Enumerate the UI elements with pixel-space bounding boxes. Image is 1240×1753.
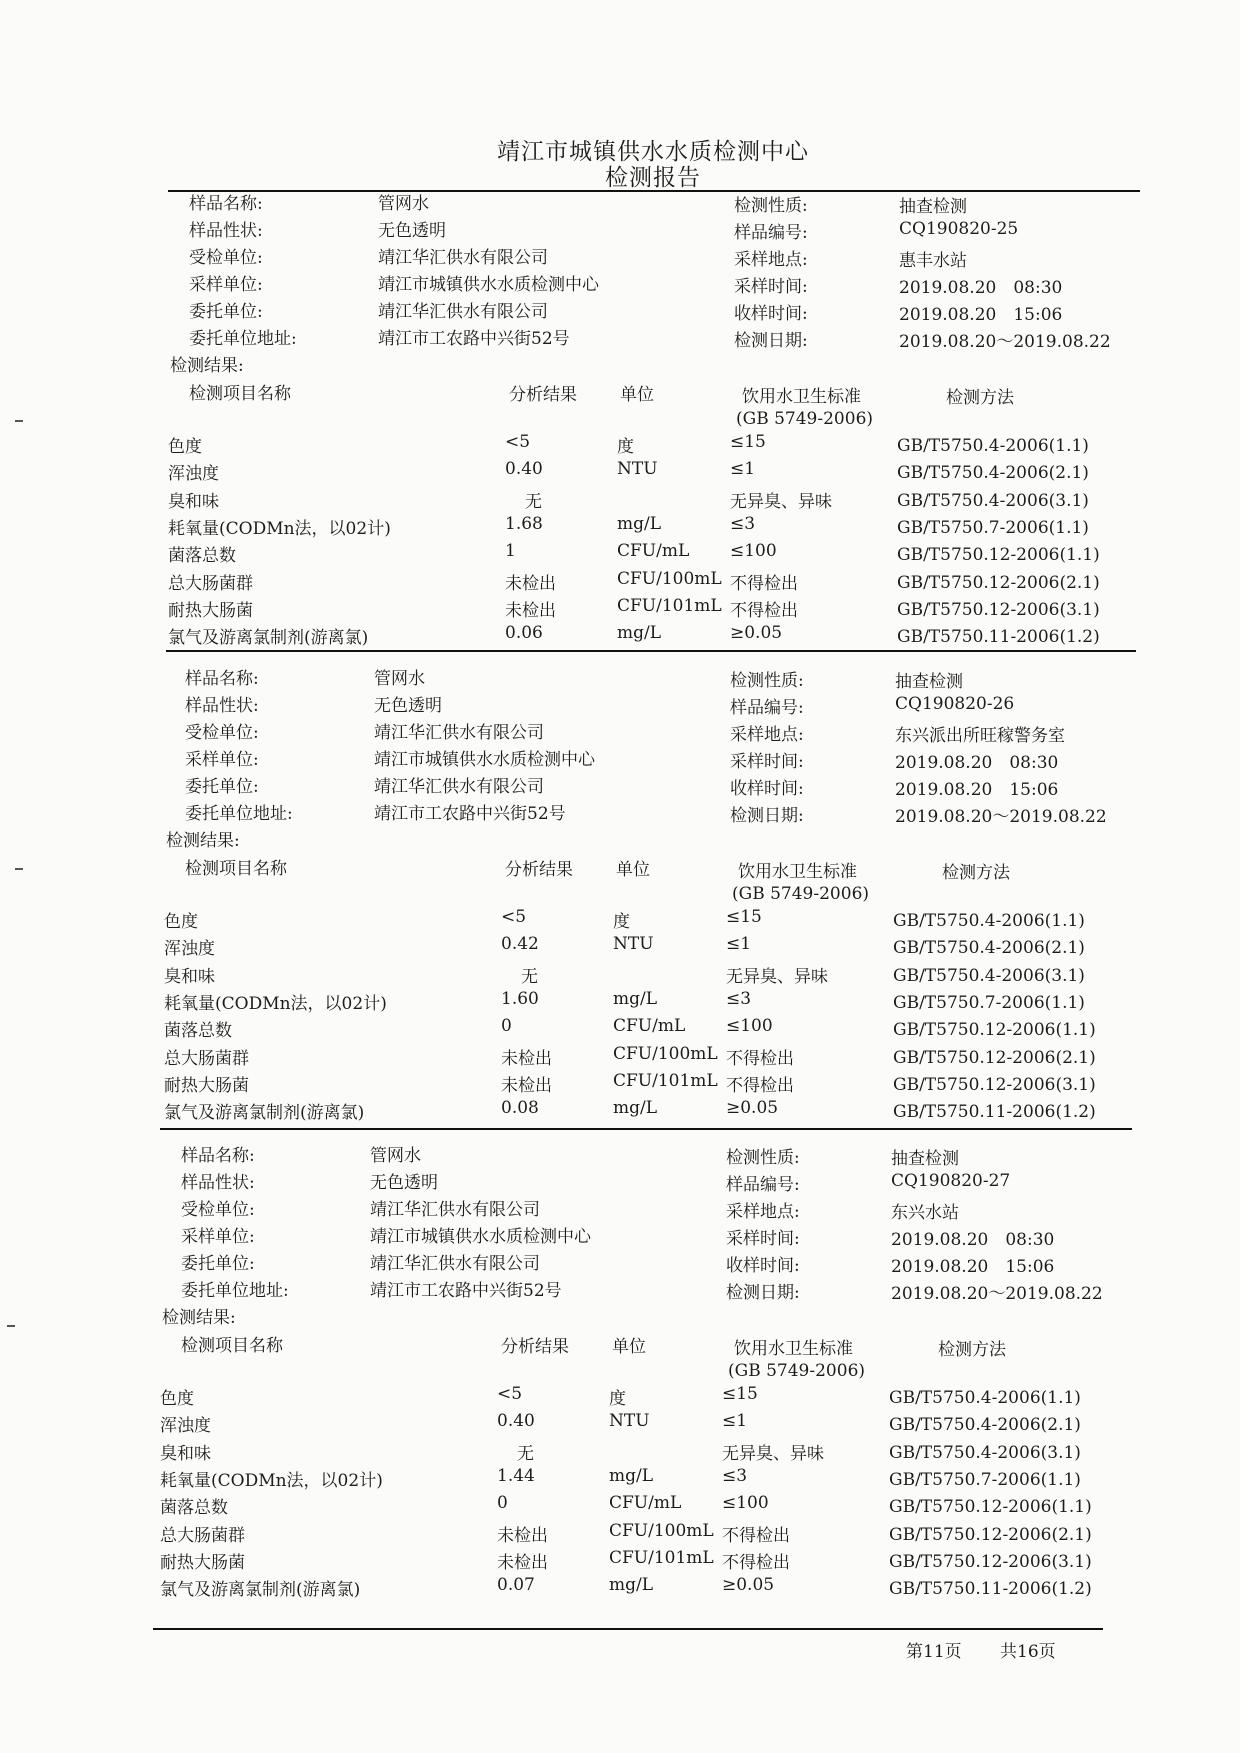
- test-date-label: 检测日期:: [734, 331, 808, 351]
- row-method: GB/T5750.4-2006(2.1): [897, 463, 1089, 484]
- column-standard-header: 饮用水卫生标准: [734, 1339, 853, 1359]
- row-result: 1.44: [497, 1465, 535, 1486]
- row-standard: ≤100: [722, 1493, 769, 1514]
- sampling-time-value: 2019.08.20 08:30: [895, 753, 1059, 773]
- row-standard: 不得检出: [722, 1525, 790, 1546]
- sampling-unit-value: 靖江市城镇供水水质检测中心: [370, 1227, 591, 1247]
- inspected-unit-label: 受检单位:: [185, 723, 259, 743]
- test-nature-value: 抽查检测: [891, 1149, 959, 1169]
- row-unit: CFU/100mL: [613, 1043, 718, 1064]
- test-nature-value: 抽查检测: [899, 197, 967, 217]
- row-item: 氯气及游离氯制剂(游离氯): [160, 1580, 361, 1601]
- sampling-site-value: 东兴派出所旺稼警务室: [895, 726, 1065, 746]
- row-standard: 不得检出: [726, 1075, 794, 1096]
- row-method: GB/T5750.4-2006(1.1): [897, 436, 1089, 456]
- row-method: GB/T5750.11-2006(1.2): [893, 1102, 1096, 1123]
- row-item: 总大肠菌群: [160, 1525, 245, 1546]
- row-result: 无: [525, 491, 542, 512]
- row-unit: mg/L: [613, 988, 658, 1009]
- test-nature-value: 抽查检测: [895, 672, 963, 692]
- inspected-unit-value: 靖江华汇供水有限公司: [378, 248, 548, 268]
- results-label: 检测结果:: [170, 356, 244, 376]
- row-method: GB/T5750.7-2006(1.1): [893, 992, 1085, 1013]
- row-unit: NTU: [609, 1411, 650, 1432]
- sampling-site-label: 采样地点:: [730, 725, 804, 745]
- row-unit: CFU/101mL: [613, 1070, 718, 1091]
- row-unit: CFU/100mL: [609, 1520, 714, 1541]
- sample-property-value: 无色透明: [374, 696, 442, 716]
- column-result-header: 分析结果: [505, 860, 573, 880]
- row-method: GB/T5750.4-2006(2.1): [893, 938, 1085, 959]
- client-address-label: 委托单位地址:: [185, 804, 293, 824]
- receive-time-value: 2019.08.20 15:06: [899, 305, 1063, 325]
- row-method: GB/T5750.12-2006(3.1): [893, 1074, 1096, 1095]
- client-address-value: 靖江市工农路中兴街52号: [374, 804, 566, 824]
- column-standard-code: (GB 5749-2006): [736, 409, 874, 429]
- sampling-site-value: 惠丰水站: [899, 251, 967, 271]
- column-standard-code: (GB 5749-2006): [728, 1361, 866, 1381]
- row-method: GB/T5750.11-2006(1.2): [897, 627, 1100, 648]
- sampling-time-label: 采样时间:: [726, 1229, 800, 1249]
- test-nature-label: 检测性质:: [730, 671, 804, 691]
- receive-time-value: 2019.08.20 15:06: [895, 780, 1059, 800]
- row-unit: 度: [609, 1389, 626, 1409]
- section-rule: [160, 1128, 1132, 1130]
- row-result: 未检出: [497, 1552, 548, 1573]
- section-rule: [168, 190, 1140, 192]
- sample-no-value: CQ190820-25: [899, 219, 1019, 239]
- row-unit: CFU/mL: [609, 1493, 682, 1514]
- row-standard: 无异臭、异味: [730, 491, 832, 512]
- row-method: GB/T5750.12-2006(2.1): [893, 1047, 1096, 1068]
- sampling-time-value: 2019.08.20 08:30: [891, 1230, 1055, 1250]
- inspected-unit-label: 受检单位:: [189, 248, 263, 268]
- client-address-label: 委托单位地址:: [181, 1281, 289, 1301]
- sampling-site-value: 东兴水站: [891, 1203, 959, 1223]
- sample-property-value: 无色透明: [370, 1173, 438, 1193]
- sampling-time-label: 采样时间:: [730, 752, 804, 772]
- row-standard: ≤1: [730, 459, 756, 480]
- row-standard: ≤100: [730, 541, 777, 562]
- row-standard: ≤15: [722, 1384, 758, 1404]
- sample-no-label: 样品编号:: [734, 223, 808, 243]
- test-date-value: 2019.08.20～2019.08.22: [891, 1284, 1103, 1304]
- client-unit-value: 靖江华汇供水有限公司: [378, 302, 548, 322]
- row-standard: ≥0.05: [726, 1098, 779, 1119]
- row-standard: ≤1: [722, 1411, 748, 1432]
- row-item: 菌落总数: [164, 1021, 232, 1042]
- row-standard: ≥0.05: [730, 623, 783, 644]
- row-item: 臭和味: [160, 1443, 211, 1464]
- client-unit-label: 委托单位:: [185, 777, 259, 797]
- row-unit: mg/L: [609, 1465, 654, 1486]
- row-unit: mg/L: [609, 1575, 654, 1596]
- row-method: GB/T5750.7-2006(1.1): [889, 1469, 1081, 1490]
- row-result: 未检出: [501, 1075, 552, 1096]
- row-unit: 度: [617, 437, 634, 457]
- row-method: GB/T5750.12-2006(1.1): [889, 1497, 1092, 1518]
- row-method: GB/T5750.12-2006(2.1): [889, 1524, 1092, 1545]
- row-item: 耗氧量(CODMn法，以02计): [160, 1470, 383, 1491]
- row-item: 总大肠菌群: [164, 1048, 249, 1069]
- row-method: GB/T5750.4-2006(1.1): [889, 1388, 1081, 1408]
- client-unit-value: 靖江华汇供水有限公司: [374, 777, 544, 797]
- sampling-unit-label: 采样单位:: [185, 750, 259, 770]
- scan-mark: [7, 1325, 15, 1327]
- row-result: 1: [505, 541, 516, 562]
- row-item: 菌落总数: [168, 546, 236, 567]
- row-item: 耗氧量(CODMn法，以02计): [164, 993, 387, 1014]
- row-item: 浑浊度: [160, 1416, 211, 1437]
- row-item: 耐热大肠菌: [168, 600, 253, 621]
- row-unit: CFU/101mL: [609, 1547, 714, 1568]
- receive-time-label: 收样时间:: [734, 304, 808, 324]
- row-standard: ≥0.05: [722, 1575, 775, 1596]
- row-standard: 不得检出: [726, 1048, 794, 1069]
- row-standard: ≤3: [730, 513, 756, 534]
- sample-no-value: CQ190820-26: [895, 694, 1015, 714]
- row-method: GB/T5750.12-2006(3.1): [889, 1551, 1092, 1572]
- row-result: <5: [501, 907, 527, 927]
- test-date-value: 2019.08.20～2019.08.22: [899, 332, 1111, 352]
- row-method: GB/T5750.4-2006(2.1): [889, 1415, 1081, 1436]
- row-method: GB/T5750.12-2006(2.1): [897, 572, 1100, 593]
- row-method: GB/T5750.7-2006(1.1): [897, 517, 1089, 538]
- row-result: 0.06: [505, 623, 543, 644]
- row-method: GB/T5750.4-2006(3.1): [897, 490, 1089, 511]
- test-date-label: 检测日期:: [726, 1283, 800, 1303]
- sample-property-label: 样品性状:: [189, 221, 263, 241]
- row-unit: NTU: [613, 934, 654, 955]
- row-result: 0.08: [501, 1098, 539, 1119]
- sample-name-label: 样品名称:: [189, 194, 263, 214]
- results-label: 检测结果:: [162, 1308, 236, 1328]
- row-item: 臭和味: [168, 491, 219, 512]
- column-result-header: 分析结果: [509, 385, 577, 405]
- row-item: 色度: [164, 912, 198, 932]
- client-address-value: 靖江市工农路中兴街52号: [370, 1281, 562, 1301]
- column-method-header: 检测方法: [946, 388, 1014, 408]
- row-standard: ≤100: [726, 1016, 773, 1037]
- column-item-header: 检测项目名称: [189, 384, 291, 404]
- row-method: GB/T5750.12-2006(1.1): [893, 1020, 1096, 1041]
- row-standard: ≤3: [722, 1465, 748, 1486]
- row-item: 色度: [168, 437, 202, 457]
- row-method: GB/T5750.12-2006(1.1): [897, 545, 1100, 566]
- row-result: 未检出: [497, 1525, 548, 1546]
- row-standard: ≤15: [730, 432, 766, 452]
- row-item: 耐热大肠菌: [160, 1552, 245, 1573]
- section-rule: [166, 650, 1136, 652]
- row-unit: 度: [613, 912, 630, 932]
- report-subtitle: 检测报告: [605, 165, 701, 191]
- sampling-time-value: 2019.08.20 08:30: [899, 278, 1063, 298]
- row-standard: ≤3: [726, 988, 752, 1009]
- row-unit: mg/L: [613, 1098, 658, 1119]
- row-item: 臭和味: [164, 966, 215, 987]
- row-unit: CFU/100mL: [617, 568, 722, 589]
- row-result: <5: [505, 432, 531, 452]
- row-item: 氯气及游离氯制剂(游离氯): [168, 628, 369, 649]
- row-standard: 无异臭、异味: [726, 966, 828, 987]
- sampling-unit-value: 靖江市城镇供水水质检测中心: [374, 750, 595, 770]
- test-date-value: 2019.08.20～2019.08.22: [895, 807, 1107, 827]
- row-result: 未检出: [505, 600, 556, 621]
- row-standard: 无异臭、异味: [722, 1443, 824, 1464]
- row-result: 无: [517, 1443, 534, 1464]
- column-standard-header: 饮用水卫生标准: [738, 862, 857, 882]
- column-item-header: 检测项目名称: [185, 859, 287, 879]
- row-unit: CFU/mL: [613, 1016, 686, 1037]
- row-method: GB/T5750.11-2006(1.2): [889, 1579, 1092, 1600]
- row-result: 未检出: [501, 1048, 552, 1069]
- sample-no-label: 样品编号:: [726, 1175, 800, 1195]
- receive-time-label: 收样时间:: [726, 1256, 800, 1276]
- column-standard-code: (GB 5749-2006): [732, 884, 870, 904]
- sampling-unit-label: 采样单位:: [181, 1227, 255, 1247]
- footer-rule: [153, 1628, 1103, 1630]
- sample-no-value: CQ190820-27: [891, 1171, 1011, 1191]
- test-nature-label: 检测性质:: [734, 196, 808, 216]
- receive-time-value: 2019.08.20 15:06: [891, 1257, 1055, 1277]
- inspected-unit-value: 靖江华汇供水有限公司: [370, 1200, 540, 1220]
- row-unit: mg/L: [617, 513, 662, 534]
- inspected-unit-label: 受检单位:: [181, 1200, 255, 1220]
- row-item: 耗氧量(CODMn法，以02计): [168, 518, 391, 539]
- row-item: 总大肠菌群: [168, 573, 253, 594]
- row-method: GB/T5750.4-2006(1.1): [893, 911, 1085, 931]
- column-method-header: 检测方法: [938, 1340, 1006, 1360]
- row-unit: CFU/mL: [617, 541, 690, 562]
- column-result-header: 分析结果: [501, 1337, 569, 1357]
- row-item: 菌落总数: [160, 1498, 228, 1519]
- row-item: 浑浊度: [168, 464, 219, 485]
- test-nature-label: 检测性质:: [726, 1148, 800, 1168]
- scan-mark: [15, 420, 23, 422]
- test-date-label: 检测日期:: [730, 806, 804, 826]
- row-result: 未检出: [505, 573, 556, 594]
- column-standard-header: 饮用水卫生标准: [742, 387, 861, 407]
- row-standard: ≤15: [726, 907, 762, 927]
- row-standard: 不得检出: [730, 600, 798, 621]
- page-total: 共16页: [1000, 1642, 1056, 1662]
- sample-name-label: 样品名称:: [181, 1146, 255, 1166]
- row-item: 氯气及游离氯制剂(游离氯): [164, 1103, 365, 1124]
- column-unit-header: 单位: [620, 385, 654, 405]
- sampling-unit-label: 采样单位:: [189, 275, 263, 295]
- row-standard: 不得检出: [722, 1552, 790, 1573]
- client-unit-label: 委托单位:: [181, 1254, 255, 1274]
- sample-property-label: 样品性状:: [181, 1173, 255, 1193]
- page-number: 第11页: [906, 1642, 962, 1662]
- row-method: GB/T5750.4-2006(3.1): [889, 1442, 1081, 1463]
- row-item: 耐热大肠菌: [164, 1075, 249, 1096]
- client-address-label: 委托单位地址:: [189, 329, 297, 349]
- row-method: GB/T5750.4-2006(3.1): [893, 965, 1085, 986]
- column-unit-header: 单位: [612, 1337, 646, 1357]
- row-result: 0: [501, 1016, 512, 1037]
- row-unit: NTU: [617, 459, 658, 480]
- sample-property-value: 无色透明: [378, 221, 446, 241]
- sampling-site-label: 采样地点:: [734, 250, 808, 270]
- row-result: 0.42: [501, 934, 539, 955]
- row-result: 0.40: [497, 1411, 535, 1432]
- client-unit-label: 委托单位:: [189, 302, 263, 322]
- sample-name-value: 管网水: [370, 1146, 421, 1166]
- results-label: 检测结果:: [166, 831, 240, 851]
- scan-mark: [15, 868, 23, 870]
- row-result: 1.60: [501, 988, 539, 1009]
- sample-name-label: 样品名称:: [185, 669, 259, 689]
- row-method: GB/T5750.12-2006(3.1): [897, 599, 1100, 620]
- row-unit: mg/L: [617, 623, 662, 644]
- report-title: 靖江市城镇供水水质检测中心: [497, 139, 809, 165]
- column-method-header: 检测方法: [942, 863, 1010, 883]
- sampling-site-label: 采样地点:: [726, 1202, 800, 1222]
- row-item: 色度: [160, 1389, 194, 1409]
- row-result: 0.40: [505, 459, 543, 480]
- sampling-unit-value: 靖江市城镇供水水质检测中心: [378, 275, 599, 295]
- inspected-unit-value: 靖江华汇供水有限公司: [374, 723, 544, 743]
- client-address-value: 靖江市工农路中兴街52号: [378, 329, 570, 349]
- row-result: <5: [497, 1384, 523, 1404]
- receive-time-label: 收样时间:: [730, 779, 804, 799]
- sample-property-label: 样品性状:: [185, 696, 259, 716]
- row-result: 0.07: [497, 1575, 535, 1596]
- row-unit: CFU/101mL: [617, 595, 722, 616]
- row-result: 1.68: [505, 513, 543, 534]
- sampling-time-label: 采样时间:: [734, 277, 808, 297]
- sample-name-value: 管网水: [374, 669, 425, 689]
- column-unit-header: 单位: [616, 860, 650, 880]
- row-item: 浑浊度: [164, 939, 215, 960]
- row-result: 0: [497, 1493, 508, 1514]
- row-standard: 不得检出: [730, 573, 798, 594]
- row-standard: ≤1: [726, 934, 752, 955]
- column-item-header: 检测项目名称: [181, 1336, 283, 1356]
- row-result: 无: [521, 966, 538, 987]
- client-unit-value: 靖江华汇供水有限公司: [370, 1254, 540, 1274]
- sample-no-label: 样品编号:: [730, 698, 804, 718]
- sample-name-value: 管网水: [378, 194, 429, 214]
